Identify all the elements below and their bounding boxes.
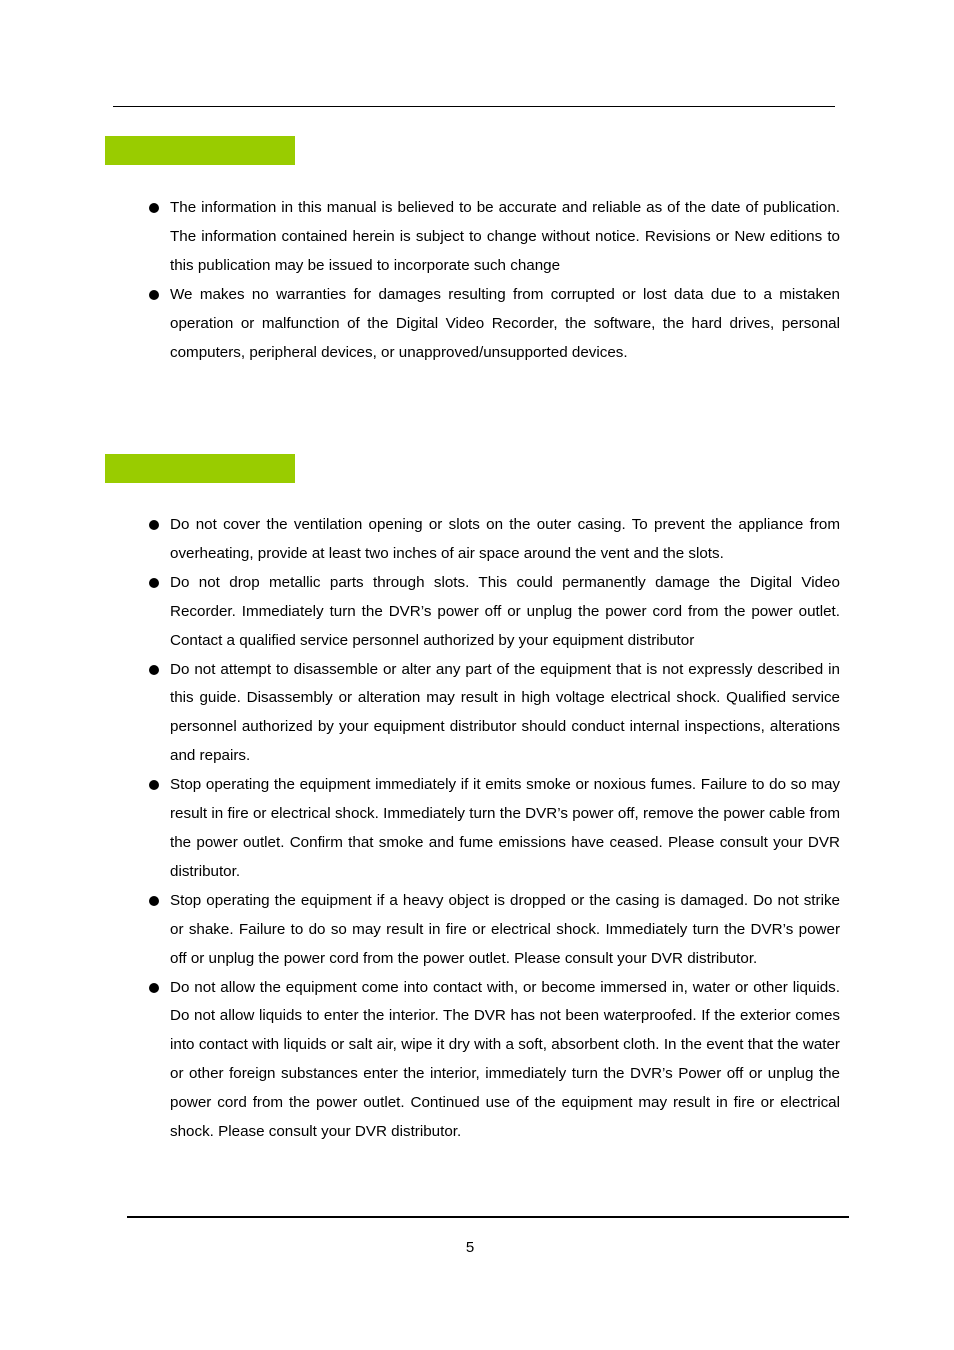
list-item-text: Stop operating the equipment immediately if it emits smoke or noxious fumes. Failure to do so may result in fire or electrical shock. Immediately turn the DVR’s power off, remove the power cable from the power outlet. Confirm that smoke and fume emissions have ceased. Please consult your DVR distributor.	[170, 776, 840, 880]
page-number: 5	[465, 1239, 475, 1256]
list-item-text: The information in this manual is believed to be accurate and reliable as of the date of publication. The information contained herein is subject to change without notice. Revisions or New editions to this publication may be issued to incorporate such change	[170, 199, 840, 274]
list-item	[148, 194, 840, 281]
footer-rule	[127, 1216, 849, 1218]
list-item	[148, 771, 840, 887]
list-item-text: Do not allow the equipment come into contact with, or become immersed in, water or other liquids. Do not allow liquids to enter the interior. The DVR has not been waterproofed. If the exterior comes into contact with liquids or salt air, wipe it dry with a soft, absorbent cloth. In the event that the water or other foreign substances enter the interior, immediately turn the DVR’s Power off or unplug the power cord from the power outlet. Continued use of the equipment may result in fire or electrical shock. Please consult your DVR distributor.	[170, 978, 840, 1141]
list-item-text: Do not attempt to disassemble or alter any part of the equipment that is not expressly described in this guide. Disassembly or alteration may result in high voltage electrical shock. Qualified service personnel authorized by your equipment distributor should conduct internal inspections, alterations and repairs.	[170, 660, 840, 765]
list-item-text: Stop operating the equipment if a heavy object is dropped or the casing is damaged. Do not strike or shake. Failure to do so may result in fire or electrical shock. Immediately turn the DVR’s power off or unplug the power cord from the power outlet. Please consult your DVR distributor.	[170, 891, 840, 967]
list-item	[148, 974, 840, 1147]
bullet-icon	[149, 665, 159, 675]
bullet-icon	[149, 290, 159, 300]
bullet-icon	[149, 520, 159, 530]
list-item	[148, 656, 840, 772]
bullet-icon	[149, 896, 159, 906]
disclaimer-bullet-list	[148, 194, 840, 367]
list-item	[148, 511, 840, 569]
list-item-text: We makes no warranties for damages resulting from corrupted or lost data due to a mistaken operation or malfunction of the Digital Video Recorder, the software, the hard drives, personal computers, peripheral devices, or unapproved/unsupported devices.	[170, 285, 840, 361]
list-item	[148, 887, 840, 974]
safety-bullet-list	[148, 511, 840, 1147]
list-item	[148, 569, 840, 656]
bullet-icon	[149, 203, 159, 213]
bullet-icon	[149, 578, 159, 588]
list-item	[148, 281, 840, 368]
header-rule	[113, 106, 835, 107]
section-heading-bar-safety	[105, 454, 295, 483]
list-item-text: Do not cover the ventilation opening or slots on the outer casing. To prevent the appliance from overheating, provide at least two inches of air space around the vent and the slots.	[170, 516, 840, 562]
list-item-text: Do not drop metallic parts through slots. This could permanently damage the Digital Video Recorder. Immediately turn the DVR’s power off or unplug the power cord from the power outlet. Contact a qualified service personnel authorized by your equipment distributor	[170, 573, 840, 649]
bullet-icon	[149, 780, 159, 790]
bullet-icon	[149, 983, 159, 993]
section-heading-bar-disclaimer	[105, 136, 295, 165]
